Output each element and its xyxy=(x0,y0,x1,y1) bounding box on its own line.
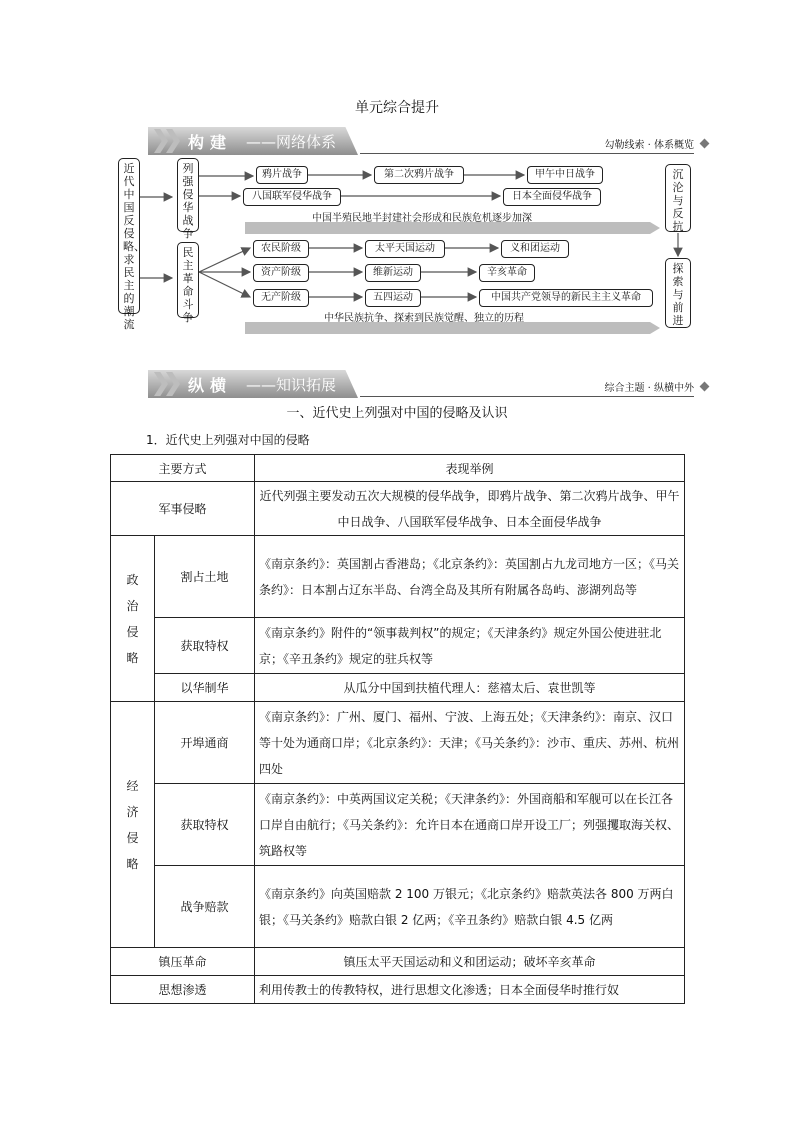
branch-wars-box: 列强侵华战争 xyxy=(177,158,199,232)
banner-title: 纵横 xyxy=(188,376,233,395)
page-title: 单元综合提升 xyxy=(355,100,439,116)
table-row xyxy=(111,674,685,702)
class-peasant: 农民阶级 xyxy=(253,240,309,258)
row-label: 割占土地 xyxy=(155,536,255,618)
row-label: 开埠通商 xyxy=(155,702,255,784)
band-text-2: 中华民族抗争、探索到民族觉醒、独立的历程 xyxy=(324,313,524,324)
banner-tag: 综合主题 · 纵横中外 xyxy=(604,383,694,394)
group-label-political: 政 治 侵 略 xyxy=(111,536,155,702)
war-eight-nation: 八国联军侵华战争 xyxy=(243,188,341,206)
table-row xyxy=(111,948,685,976)
header-mode: 主要方式 xyxy=(111,455,255,482)
banner-subtitle: ——网络体系 xyxy=(246,133,337,151)
band-text-1: 中国半殖民地半封建社会形成和民族危机逐步加深 xyxy=(312,213,532,224)
row-label: 战争赔款 xyxy=(155,866,255,948)
row-text: 《南京条约》附件的“领事裁判权”的规定；《天津条约》规定外国公使进驻北京；《辛丑条约》规定的驻兵权等 xyxy=(255,618,685,674)
table-row xyxy=(111,976,685,1004)
movement-may-fourth: 五四运动 xyxy=(365,289,421,307)
table-header-row xyxy=(111,455,685,482)
banner-title: 构建 xyxy=(188,133,233,152)
row-text: 《南京条约》：中英两国议定关税；《天津条约》：外国商船和军舰可以在长江各口岸自由航行；《马关条约》：允许日本在通商口岸开设工厂；列强攫取海关权、筑路权等 xyxy=(255,784,685,866)
movement-reform: 维新运动 xyxy=(365,264,421,282)
row-text: 近代列强主要发动五次大规模的侵华战争，即鸦片战争、第二次鸦片战争、甲午中日战争、八国联军侵华战争、日本全面侵华战争 xyxy=(255,482,685,536)
section-heading: 一、近代史上列强对中国的侵略及认识 xyxy=(286,406,508,421)
movement-new-democratic: 中国共产党领导的新民主主义革命 xyxy=(479,289,653,307)
right-top-box: 沉沦与反抗 xyxy=(665,164,691,232)
group-label-economic: 经 济 侵 略 xyxy=(111,702,155,948)
section-subheading: 1．近代史上列强对中国的侵略 xyxy=(146,433,310,447)
table-row xyxy=(111,702,685,784)
diamond-icon xyxy=(700,382,710,392)
row-label: 镇压革命 xyxy=(111,948,255,976)
banner-tag: 勾勒线索 · 体系概览 xyxy=(604,140,694,151)
banner-subtitle: ——知识拓展 xyxy=(246,376,337,394)
section-banner-expand xyxy=(148,370,708,398)
movement-xinhai: 辛亥革命 xyxy=(479,264,535,282)
table-row xyxy=(111,482,685,536)
movement-boxer: 义和团运动 xyxy=(501,240,569,258)
row-text: 《南京条约》：广州、厦门、福州、宁波、上海五处；《天津条约》：南京、汉口等十处为通商口岸；《北京条约》：天津；《马关条约》：沙市、重庆、苏州、杭州四处 xyxy=(255,702,685,784)
root-box: 近代中国反侵略、求民主的潮流 xyxy=(118,158,140,314)
branch-revolution-box: 民主革命斗争 xyxy=(177,242,199,318)
diamond-icon xyxy=(700,139,710,149)
aggression-table xyxy=(110,454,685,1004)
row-label: 获取特权 xyxy=(155,784,255,866)
row-label: 思想渗透 xyxy=(111,976,255,1004)
row-label: 军事侵略 xyxy=(111,482,255,536)
row-text: 利用传教士的传教特权，进行思想文化渗透；日本全面侵华时推行奴 xyxy=(255,976,685,1004)
table-row xyxy=(111,618,685,674)
row-text: 《南京条约》：英国割占香港岛；《北京条约》：英国割占九龙司地方一区；《马关条约》：日本割占辽东半岛、台湾全岛及其所有附属各岛屿、澎湖列岛等 xyxy=(255,536,685,618)
movement-taiping: 太平天国运动 xyxy=(365,240,445,258)
class-proletariat: 无产阶级 xyxy=(253,289,309,307)
row-text: 镇压太平天国运动和义和团运动；破坏辛亥革命 xyxy=(255,948,685,976)
war-opium: 鸦片战争 xyxy=(256,166,308,184)
war-second-opium: 第二次鸦片战争 xyxy=(374,166,464,184)
table-row xyxy=(111,536,685,618)
row-label: 获取特权 xyxy=(155,618,255,674)
row-text: 从瓜分中国到扶植代理人：慈禧太后、袁世凯等 xyxy=(255,674,685,702)
row-text: 《南京条约》向英国赔款 2 100 万银元；《北京条约》赔款英法各 800 万两白银；《马关条约》赔款白银 2 亿两；《辛丑条约》赔款白银 4.5 亿两 xyxy=(255,866,685,948)
right-bottom-box: 探索与前进 xyxy=(665,258,691,328)
war-japan-full: 日本全面侵华战争 xyxy=(503,188,601,206)
table-row xyxy=(111,866,685,948)
network-diagram xyxy=(0,150,794,350)
header-examples: 表现举例 xyxy=(255,455,685,482)
row-label: 以华制华 xyxy=(155,674,255,702)
class-bourgeois: 资产阶级 xyxy=(253,264,309,282)
war-sino-japanese: 甲午中日战争 xyxy=(527,166,603,184)
table-row xyxy=(111,784,685,866)
